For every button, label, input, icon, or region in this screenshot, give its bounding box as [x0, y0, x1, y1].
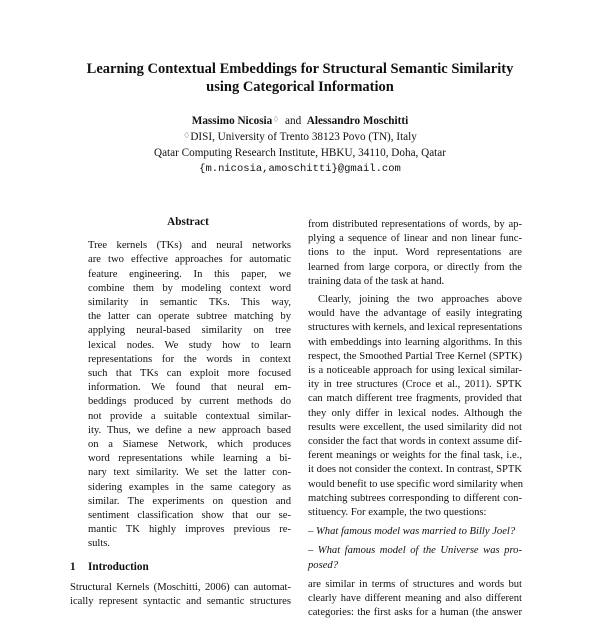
- introduction-body: [70, 581, 291, 609]
- abstract-line: on a Siamese Network, which produces: [88, 439, 291, 451]
- section-title: Introduction: [88, 560, 149, 573]
- body-line: it does not consider the context. In contrast, SPTK: [308, 464, 522, 476]
- author-1-name: Massimo Nicosia: [191, 115, 273, 127]
- abstract-line: similar. The experiments on question and: [88, 495, 291, 507]
- author-2-name: Alessandro Moschitti: [306, 115, 409, 127]
- abstract-line: nary text similarity. We set the latter con-: [88, 467, 291, 479]
- body-line: Clearly, joining the two approaches above: [318, 294, 522, 306]
- abstract-line: word representations while learning a bi-: [88, 453, 291, 465]
- introduction-heading: [70, 560, 291, 574]
- body-line: consider the fact that words in context assume dif-: [308, 436, 522, 448]
- affiliation-1: [0, 129, 600, 145]
- abstract-line: such that TKs can exploit more focused: [88, 368, 291, 380]
- example-question-1: – What famous model was married to Billy Joel?: [308, 526, 516, 538]
- email-address: {m.nicosia,amoschitti}@gmail.com: [199, 163, 401, 175]
- author-block: [0, 113, 600, 177]
- abstract-body: [85, 239, 291, 551]
- author-separator: and: [285, 115, 302, 127]
- intro-line: Structural Kernels (Moschitti, 2006) can automat-: [70, 581, 291, 593]
- paper-title: [0, 60, 600, 96]
- abstract-line: beddings produced by current methods do: [88, 396, 291, 408]
- body-line: categories: the first asks for a human (the answer: [308, 607, 522, 619]
- abstract-line: lexical nodes. We study how to learn: [88, 339, 291, 351]
- body-line: stituency. For example, the two questions:: [308, 507, 487, 519]
- author-names: [0, 113, 600, 129]
- abstract-line: mantic TK highly improves previous re-: [88, 524, 291, 536]
- affiliation-2: Qatar Computing Research Institute, HBKU, 34110, Doha, Qatar: [154, 147, 446, 159]
- right-column: [308, 218, 522, 620]
- abstract-line: combine them by modeling context word: [88, 282, 291, 294]
- abstract-line: not provide a suitable contextual similar-: [88, 410, 291, 422]
- body-line: with embeddings into learning algorithms. In this: [308, 336, 522, 348]
- abstract-line: applying neural-based similarity on tree: [88, 325, 291, 337]
- abstract-line: similarity in semantic TKs. This way,: [88, 297, 291, 309]
- body-line: ferent meanings or weights for the final task, i.e.,: [308, 450, 522, 462]
- section-number: 1: [70, 560, 76, 573]
- body-line: is a noticeable approach for using lexical similar-: [308, 365, 522, 377]
- abstract-line: information. We found that neural em-: [88, 382, 291, 394]
- affiliation-marker: ♢: [272, 115, 280, 124]
- affiliation-1-text: DISI, University of Trento 38123 Povo (TN), Italy: [190, 131, 417, 143]
- affiliation-1-marker: ♢: [183, 131, 191, 140]
- body-line: respect, the Smoothed Partial Tree Kernel (SPTK): [308, 350, 522, 362]
- body-line: ity in tree structures (Croce et al., 2011). SPTK: [308, 379, 522, 391]
- body-line: from distributed representations of words, by ap-: [308, 219, 522, 230]
- body-line: training data of the task at hand.: [308, 275, 445, 287]
- abstract-line: sults.: [88, 538, 111, 550]
- left-column: [70, 215, 291, 609]
- abstract-heading: Abstract: [167, 216, 209, 228]
- abstract-line: sentiment classification show that our se-: [88, 510, 291, 522]
- body-line: are similar in terms of structures and words but: [308, 578, 522, 590]
- abstract-line: Tree kernels (TKs) and neural networks: [88, 240, 291, 252]
- body-line: would have the advantage of easily integrating: [308, 308, 522, 320]
- body-line: results were excellent, the used similarity did not: [308, 421, 522, 433]
- abstract-line: sidering examples in the same category as: [88, 481, 291, 493]
- abstract-line: representations for the words in context: [88, 353, 291, 365]
- body-line: tions to the input. Word representations are: [308, 247, 522, 259]
- abstract-line: feature engineering. In this paper, we: [88, 268, 291, 280]
- body-line: structures with kernels, and lexical representations: [308, 322, 523, 334]
- body-line: can match different tree fragments, provided that: [308, 393, 522, 405]
- quote-line: – What famous model of the Universe was pro-: [308, 545, 522, 557]
- title-line-1: Learning Contextual Embeddings for Structural Semantic Similarity: [86, 61, 514, 77]
- body-line: clearly have different meaning and also different: [308, 593, 522, 605]
- abstract-line: are two effective approaches for automatic: [88, 254, 291, 266]
- body-line: learned from large corpora, or directly from the: [308, 261, 522, 273]
- body-line: plying a sequence of linear and non linear func-: [308, 233, 522, 245]
- body-line: matching subtrees corresponding to different con-: [308, 492, 522, 504]
- body-line: they only differ in lexical nodes. Although the: [308, 407, 522, 419]
- intro-line: ically represent syntactic and semantic structures: [70, 596, 291, 608]
- example-question-2: [308, 544, 522, 572]
- abstract-line: the latter can operate subtree matching by: [88, 311, 291, 323]
- quote-line: posed?: [308, 559, 339, 571]
- abstract-line: ity. Thus, we define a new approach based: [88, 424, 291, 436]
- title-line-2: using Categorical Information: [206, 79, 394, 95]
- body-line: would benefit to use specific word similarity when: [308, 478, 524, 490]
